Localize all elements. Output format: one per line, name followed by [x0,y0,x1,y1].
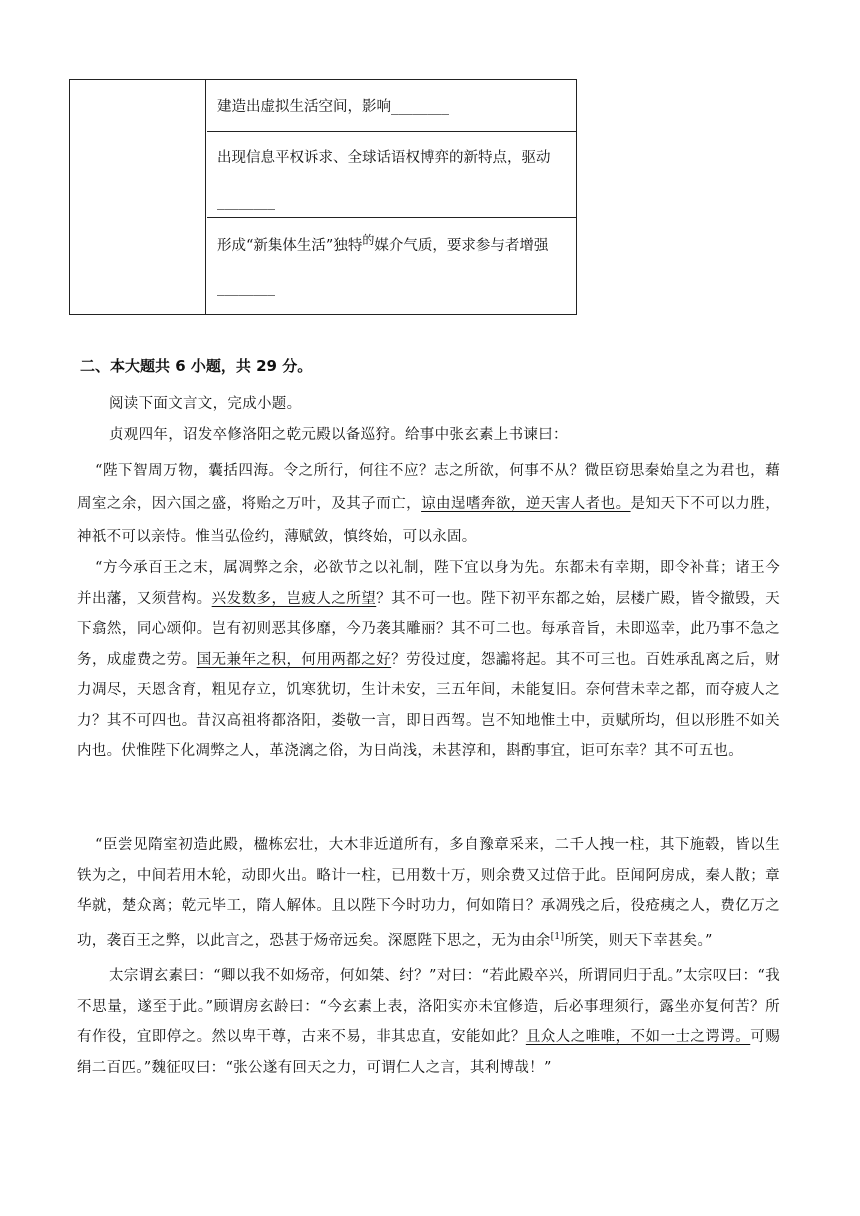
table-cell-text: 媒介气质，要求参与者增强 [374,238,549,254]
underlined-sentence: 国无兼年之积，何用两都之好 [196,651,392,668]
table-cell-text: 建造出虚拟生活空间，影响 [217,99,391,115]
instruction-text: 阅读下面文言文，完成小题。 [109,396,302,412]
passage-paragraph-1 [77,455,780,554]
passage-paragraph-3 [77,830,780,956]
passage-intro: 贞观四年，诏发卒修洛阳之乾元殿以备巡狩。给事中张玄素上书谏曰： [109,427,568,443]
section-heading: 二、本大题共 6 小题，共 29 分。 [80,357,313,375]
passage-paragraph-2 [77,553,780,767]
table-row [207,132,576,218]
table-row [207,218,576,315]
paragraph-text: 是知天下不可以力胜，神祇不可以亲恃。惟当弘俭约，薄赋敛，慎终始，可以永固。 [77,496,780,545]
underlined-sentence: 谅由逞嗜奔欲，逆天害人者也。 [421,496,631,512]
table-cell-text: 形成“新集体生活”独特 [217,238,363,254]
passage-paragraph-4 [77,961,780,1083]
content-table [69,79,577,315]
table-cell-text: 出现信息平权诉求、全球话语权博弈的新特点，驱动 [217,150,551,166]
table-row [207,80,576,132]
paragraph-text: “臣尝见隋室初造此殿，楹栋宏壮，大木非近道所有，多自豫章采来，二千人拽一柱，其下施毂，皆以生铁为之，中间若用木轮，动即火出。略计一柱，已用数十万，则余费又过倍于此。臣闻阿房成，秦人散；章华就，楚众离；乾元毕工，隋人解体。且以陛下今时功力，何如隋日？承凋残之后，役疮痍之人，费亿万之功，袭百王之弊，以此言之，恐甚于炀帝远矣。深愿陛下思之，无为由余 [77,837,780,949]
paragraph-text: 可赐绢二百匹。”魏征叹曰：“张公遂有回天之力，可谓仁人之言，其利博哉！” [77,1029,781,1076]
paragraph-text: “陛下智周万物，囊括四海。令之所行，何往不应？志之所欲，何事不从？微臣窃思秦始皇之为君也，藉周室之余，因六国之盛，将贻之万叶，及其子而亡， [77,463,780,512]
paragraph-text: 太宗谓玄素曰：“卿以我不如炀帝，何如桀、纣？”对曰：“若此殿卒兴，所谓同归于乱。”太宗叹曰：“我不思量，遂至于此。”顾谓房玄龄曰：“今玄素上表，洛阳实亦未宜修造，后必事理须行，露坐亦复何苦？所有作役，宜即停之。然以卑干尊，古来不易，非其忠直，安能如此？ [77,968,780,1045]
table-cell-superscript: 的 [362,233,375,247]
paragraph-text: ？其不可一也。陛下初平东都之始，层楼广殿，皆令撤毁，天下翕然，同心颂仰。岂有初则恶其侈靡，今乃袭其雕丽？其不可二也。每承音旨，未即巡幸，此乃事不急之务，成虚费之劳。 [77,590,780,668]
paragraph-text: “方今承百王之末，属凋弊之余，必欲节之以礼制，陛下宜以身为先。东都未有幸期，即令补葺；诸王今并出藩，又须营构。 [77,560,780,607]
footnote-marker: [1] [550,931,565,942]
underlined-sentence: 兴发数多，岂疲人之所望 [211,590,377,607]
answer-blank: ________ [217,280,275,296]
underlined-sentence: 且众人之唯唯，不如一士之谔谔。 [525,1029,751,1045]
table-left-cell [70,80,206,314]
answer-blank: ________ [391,99,449,115]
answer-blank: ________ [217,194,275,210]
paragraph-text: 所笑，则天下幸甚矣。” [564,932,713,949]
paragraph-text: ？劳役过度，怨讟将起。其不可三也。百姓承乱离之后，财力凋尽，天恩含育，粗见存立，饥寒犹切，生计未安，三五年间，未能复旧。奈何营未幸之都，而夺疲人之力？其不可四也。昔汉高祖将都洛阳，娄敬一言，即日西驾。岂不知地惟土中，贡赋所均，但以形胜不如关内也。伏惟陛下化凋弊之人，革浇漓之俗，为日尚浅，未甚淳和，斟酌事宜，讵可东幸？其不可五也。 [77,651,780,759]
